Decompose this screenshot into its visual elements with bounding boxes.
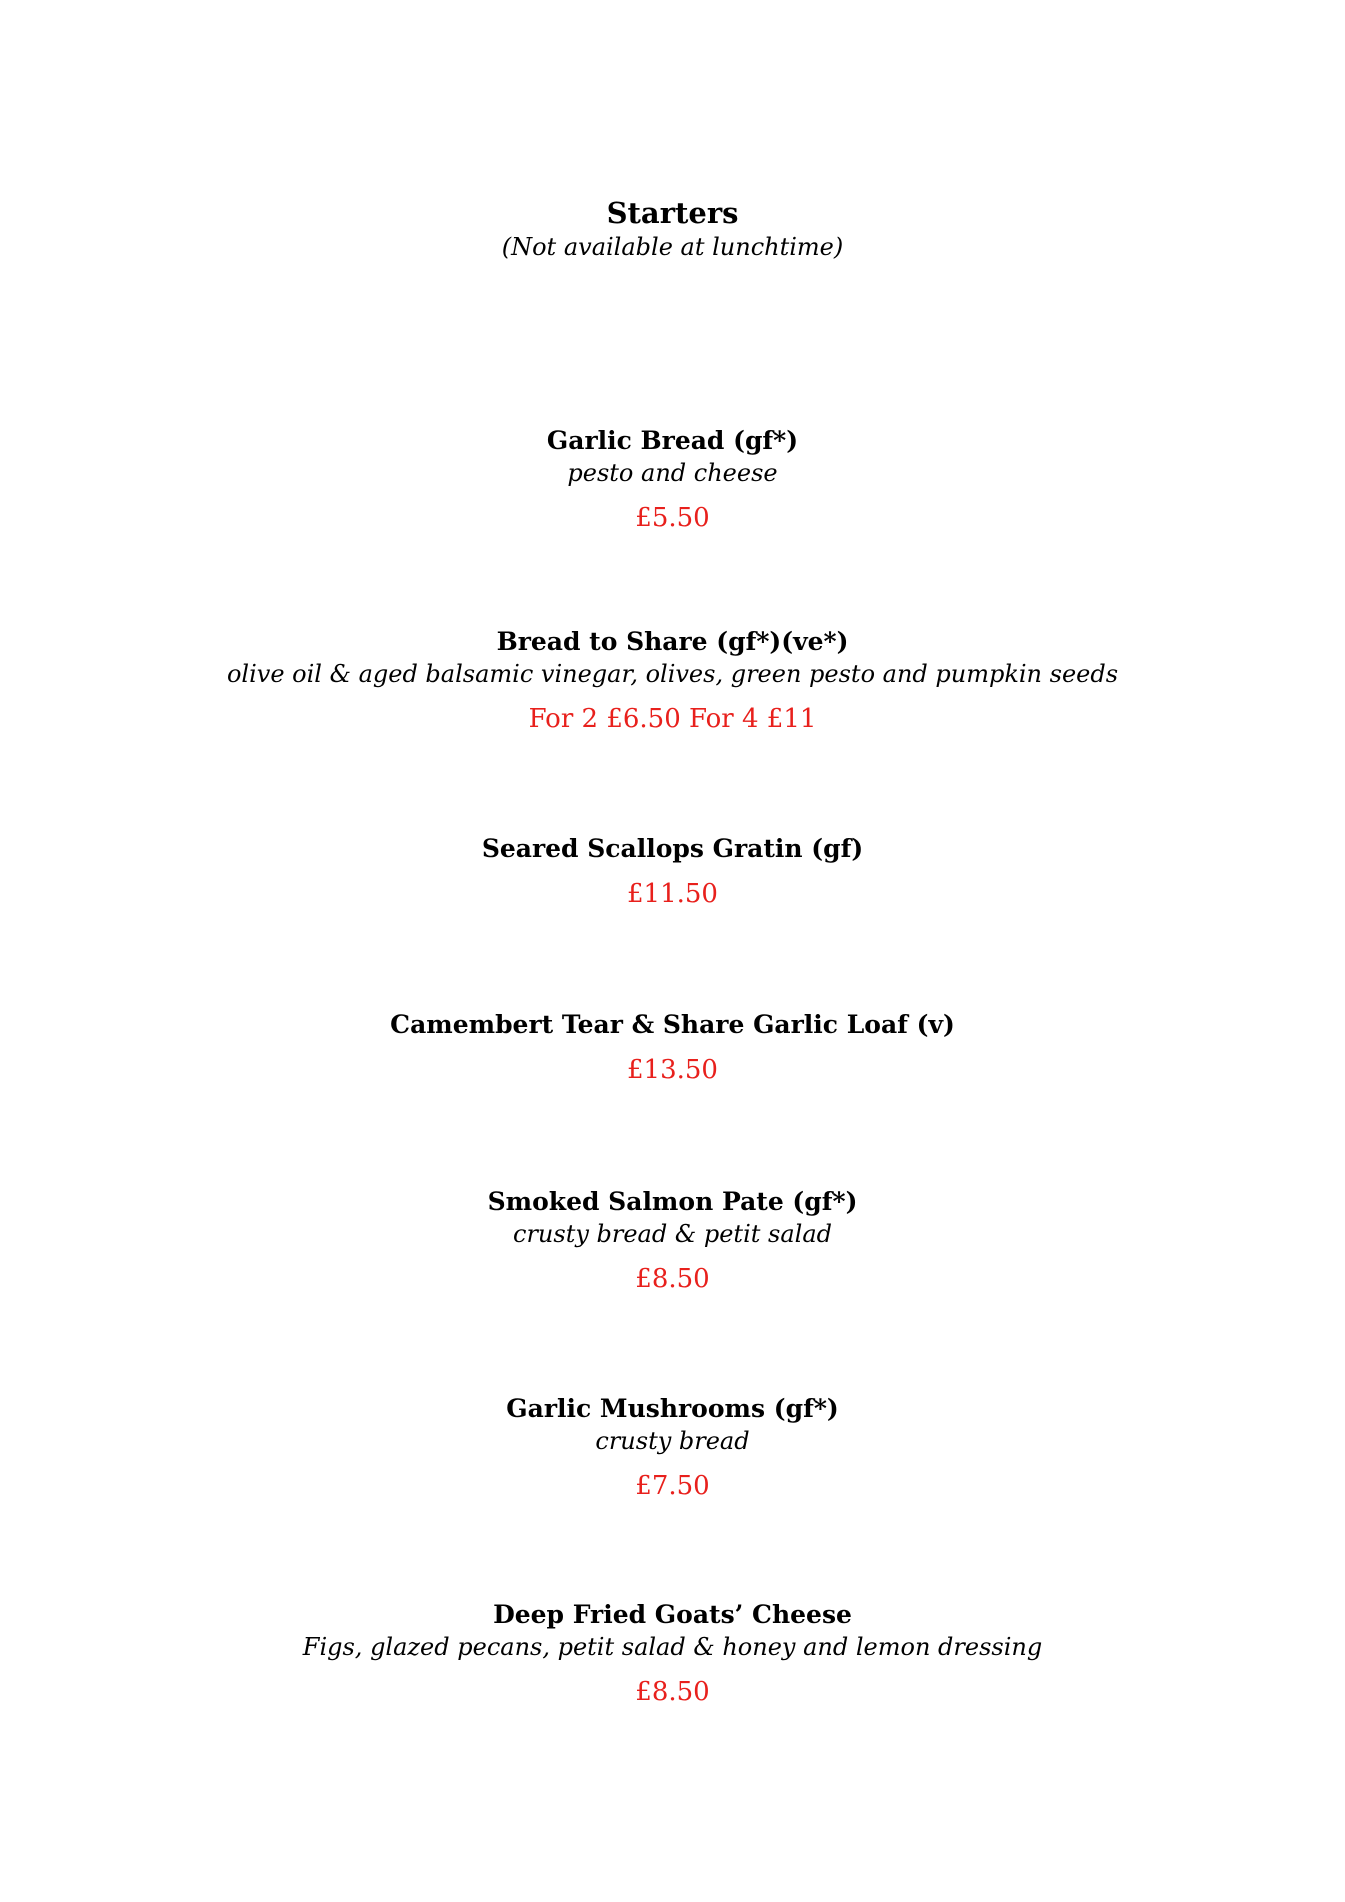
item-price: For 2 £6.50 For 4 £11 [528,704,817,734]
item-description: Figs, glazed pecans, petit salad & honey and lemon dressing [302,1633,1043,1661]
item-name: Seared Scallops Gratin (gf) [481,834,864,863]
item-name: Bread to Share (gf*)(ve*) [496,627,849,656]
menu-header [0,195,1345,263]
item-price: £5.50 [635,503,710,533]
item-name: Smoked Salmon Pate (gf*) [487,1187,858,1216]
menu-item-bread-to-share [0,626,1345,736]
item-description: olive oil & aged balsamic vinegar, olives, green pesto and pumpkin seeds [226,660,1119,688]
menu-item-garlic-mushrooms [0,1393,1345,1503]
item-name: Garlic Mushrooms (gf*) [506,1394,839,1423]
menu-item-garlic-bread [0,425,1345,535]
item-description: crusty bread & petit salad [513,1220,832,1248]
item-description: pesto and cheese [567,459,778,487]
item-description: crusty bread [595,1427,750,1455]
item-price: £8.50 [635,1677,710,1707]
menu-item-seared-scallops [0,833,1345,911]
item-price: £7.50 [635,1471,710,1501]
menu-item-goats-cheese [0,1599,1345,1709]
menu-item-smoked-salmon-pate [0,1186,1345,1296]
item-name: Deep Fried Goats’ Cheese [493,1600,852,1629]
section-title: Starters [606,196,739,230]
item-price: £11.50 [627,879,718,909]
item-price: £8.50 [635,1264,710,1294]
item-name: Garlic Bread (gf*) [546,426,799,455]
section-note: (Not available at lunchtime) [501,233,844,261]
item-name: Camembert Tear & Share Garlic Loaf (v) [390,1010,955,1039]
menu-item-camembert [0,1009,1345,1087]
item-price: £13.50 [627,1055,718,1085]
